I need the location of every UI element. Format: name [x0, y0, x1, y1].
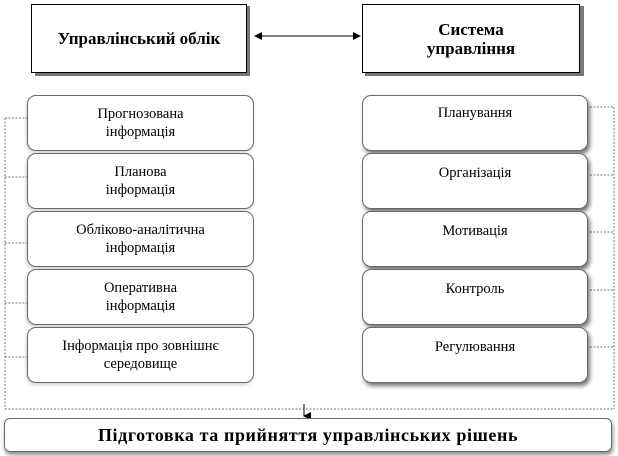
right-header	[362, 4, 580, 73]
left-header-title: Управлінський облік	[57, 29, 221, 48]
right-header-depth	[365, 73, 583, 76]
left-item-label: Обліково-аналітична інформація	[76, 222, 205, 256]
decision-bar-label: Підготовка та прийняття управлінських рішень	[97, 424, 519, 445]
right-header-title: Система управління	[426, 19, 516, 58]
left-item-forecast	[27, 95, 254, 151]
right-bracket	[590, 107, 614, 409]
left-header	[31, 4, 247, 73]
left-header-depth	[35, 73, 247, 76]
right-item-label: Контроль	[445, 281, 505, 297]
right-item-motivation	[362, 211, 588, 267]
right-item-organization	[362, 153, 588, 209]
right-item-label: Організація	[438, 165, 512, 181]
right-item-regulation	[362, 327, 588, 383]
right-item-planning	[362, 95, 588, 151]
left-item-environment	[27, 327, 254, 383]
left-item-analytical	[27, 211, 254, 267]
left-item-label: Прогнозована інформація	[97, 106, 184, 140]
right-item-control	[362, 269, 588, 325]
right-item-label: Мотивація	[442, 223, 508, 239]
left-item-label: Інформація про зовнішнє середовище	[62, 338, 219, 372]
left-item-label: Оперативна інформація	[103, 280, 178, 314]
left-item-planned	[27, 153, 254, 209]
right-item-label: Планування	[437, 105, 513, 121]
left-bracket	[5, 118, 28, 409]
left-item-operational	[27, 269, 254, 325]
decision-bar	[4, 418, 612, 452]
left-item-label: Планова інформація	[105, 164, 176, 198]
right-header-side	[580, 6, 584, 76]
right-item-label: Регулювання	[434, 339, 516, 355]
